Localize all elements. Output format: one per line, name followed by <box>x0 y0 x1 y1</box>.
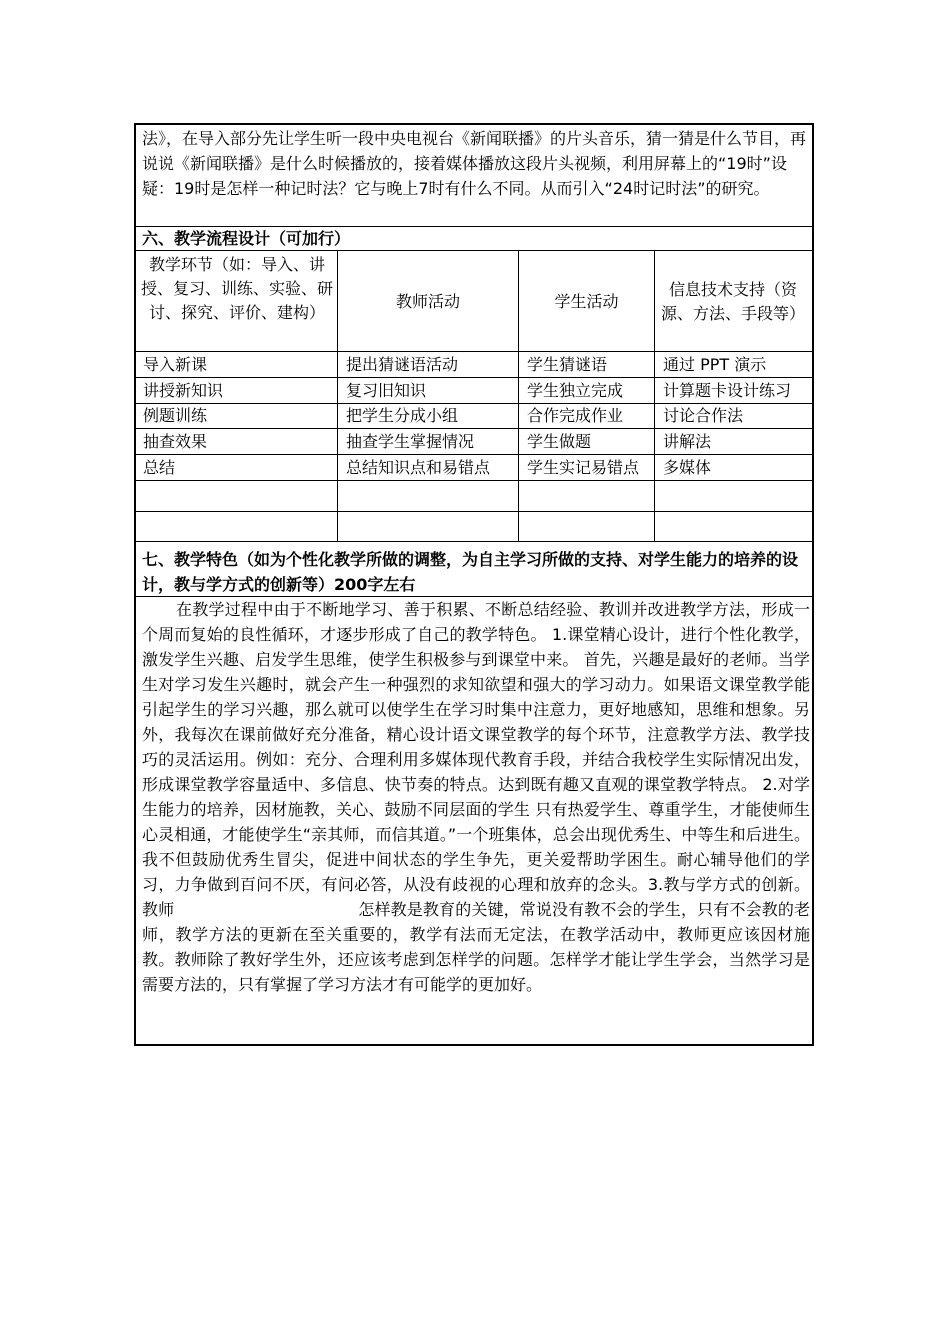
section7-title: 七、教学特色（如为个性化教学所做的调整，为自主学习所做的支持、对学生能力的培养的设计，教与学方式的创新等）200字左右 <box>142 550 799 594</box>
table-row-divider <box>135 511 813 512</box>
table-cell-teacher: 抽查学生掌握情况 <box>346 432 475 451</box>
table-header-tech: 信息技术支持（资源、方法、手段等） <box>660 280 805 323</box>
table-cell-tech: 通过 PPT 演示 <box>663 355 767 374</box>
table-cell-student: 学生猜谜语 <box>527 355 608 374</box>
table-row-divider <box>135 351 813 352</box>
table-column-divider <box>518 250 519 541</box>
table-header-student: 学生活动 <box>554 292 619 311</box>
divider <box>135 250 813 251</box>
table-row-divider <box>135 454 813 455</box>
table-cell-step: 总结 <box>143 458 176 477</box>
table-row-divider <box>135 377 813 378</box>
table-cell-step: 例题训练 <box>143 406 208 425</box>
table-cell-student: 学生独立完成 <box>527 381 624 400</box>
table-column-divider <box>337 250 338 541</box>
table-cell-step: 讲授新知识 <box>143 381 224 400</box>
table-cell-student: 学生做题 <box>527 432 592 451</box>
table-cell-teacher: 总结知识点和易错点 <box>346 458 491 477</box>
table-cell-teacher: 复习旧知识 <box>346 381 427 400</box>
table-cell-tech: 多媒体 <box>663 458 712 477</box>
table-cell-step: 抽查效果 <box>143 432 208 451</box>
table-cell-tech: 讲解法 <box>663 432 712 451</box>
section6-title: 六、教学流程设计（可加行） <box>142 229 351 248</box>
section7-body-part1: 在教学过程中由于不断地学习、善于积累、不断总结经验、教训并改进教学方法，形成一个周而复始的良性循环，才逐步形成了自己的教学特色。 1.课堂精心设计，进行个性化教学，激发学生兴趣、启发学生思维，使学生积极参与到课堂中来。 首先，兴趣是最好的老师。当学生对学习发生兴趣时，就会产生一种强烈的求知欲望和强大的学习动力。如果语文课堂教学能引起学生的学习兴趣，那么就可以使学生在学习时集中注意力，更好地感知，思维和想象。另外，我每次在课前做好充分准备，精心设计语文课堂教学的每个环节，注意教学方法、教学技巧的灵活运用。例如：充分、合理利用多媒体现代教育手段，并结合我校学生实际情况出发，形成课堂教学容量适中、多信息、快节奏的特点。达到既有趣又直观的课堂教学特点。 2.对学生能力的培养，因材施教，关心、鼓励不同层面的学生 只有热爱学生、尊重学生，才能使师生心灵相通，才能使学生“亲其师，而信其道。”一个班集体，总会出现优秀生、中等生和后进生。我不但鼓励优秀生冒尖，促进中间状态的学生争先，更关爱帮助学困生。耐心辅导他们的学习，力争做到百问不厌，有问必答，从没有歧视的心理和放弃的念头。3.教与学方式的创新。教师 <box>142 600 810 919</box>
table-cell-step: 导入新课 <box>143 355 208 374</box>
section7-body-part2: 怎样教是教育的关键，常说没有教不会的学生，只有不会教的老师，教学方法的更新在至关重要的，教学有法而无定法，在教学活动中，教师更应该因材施教。教师除了教好学生外，还应该考虑到怎样学的问题。怎样学才能让学生学会，当然学习是需要方法的，只有掌握了学习方法才有可能学的更加好。 <box>142 900 810 994</box>
table-cell-tech: 讨论合作法 <box>663 406 744 425</box>
table-header-step: 教学环节（如：导入、讲授、复习、训练、实验、研讨、探究、评价、建构） <box>140 255 333 322</box>
table-cell-student: 学生实记易错点 <box>527 458 640 477</box>
table-row-divider <box>135 428 813 429</box>
table-column-divider <box>654 250 655 541</box>
section7-body <box>142 597 810 997</box>
table-cell-tech: 计算题卡设计练习 <box>663 381 792 400</box>
table-row-divider <box>135 480 813 481</box>
table-header-teacher: 教师活动 <box>395 292 460 311</box>
table-cell-teacher: 提出猜谜语活动 <box>346 355 459 374</box>
table-cell-teacher: 把学生分成小组 <box>346 406 459 425</box>
intro-paragraph: 法》，在导入部分先让学生听一段中央电视台《新闻联播》的片头音乐，猜一猜是什么节目，再说说《新闻联播》是什么时候播放的，接着媒体播放这段片头视频，利用屏幕上的“19时”设疑：19时是怎样一种记时法？它与晚上7时有什么不同。从而引入“24时记时法”的研究。 <box>142 129 807 198</box>
table-cell-student: 合作完成作业 <box>527 406 624 425</box>
table-row-divider <box>135 541 813 542</box>
